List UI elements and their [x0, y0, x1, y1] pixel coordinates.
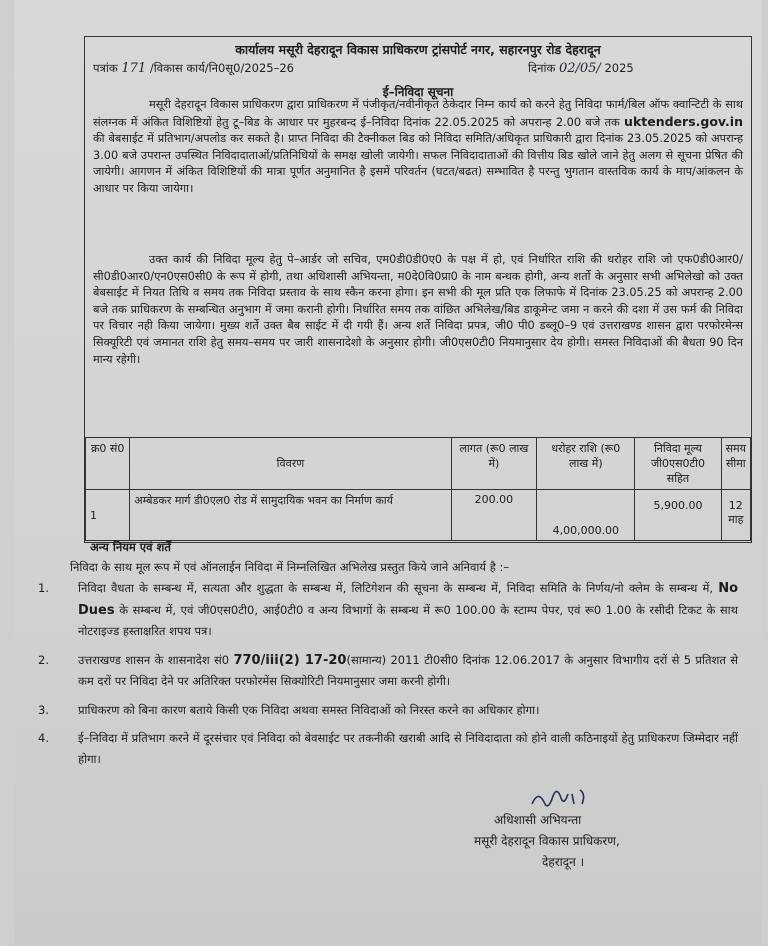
rules-heading: अन्य नियम एवं शर्ते [90, 540, 171, 554]
header-duration: समय सीमा [721, 438, 750, 490]
row-cost: 200.00 [451, 490, 537, 541]
notice-title: ई–निविदा सूचना [382, 85, 454, 99]
date-year: 2025 [604, 61, 634, 75]
rule-1-part-b: के सम्बन्ध में, एवं जी0एस0टी0, आई0टी0 व अन्य विभागों के सम्बन्ध में रू0 100.00 के स्टाम्प पेपर, एवं रू0 1.00 के रसीदी टिकट के साथ नोटराइज्ड हस्ताक्षरित शपथ पत्र। [78, 602, 738, 638]
header-deposit: धरोहर राशि (रू0 लाख में) [537, 438, 635, 490]
notice-paragraph-2 [93, 252, 743, 368]
rule-2-part-a: उत्तराखण्ड शासन के शासनादेश सं0 [78, 652, 230, 667]
ref-text: /विकास कार्य/नि0सू0/2025–26 [149, 61, 294, 75]
row-duration: 12 माह [721, 490, 750, 541]
table-header-row [86, 438, 751, 490]
para2-text: उक्त कार्य की निविदा मूल्य हेतु पे–आर्डर जो सचिव, एम0डी0डी0ए0 के पक्ष में हो, एवं निर्धारित राशि की धरोहर राशि जो एफ0डी0आर0/सी0डी0आर0/एन0एस0सी0 के रूप में होगी, तथा अधिशासी अभियन्ता, म0दे0वि0प्रा0 के नाम बन्धक होगी, अन्य शर्तो के अनुसार सभी अभिलेखो को उक्त बेबसाईट में नियत तिथि व समय तक निविदा प्रस्ताव के साथ स्कैन करना होगा। इन सभी की मूल प्रति एक लिफाफे में दिनांक 23.05.25 को अपरान्ह 2.00 बजे तक प्राधिकरण के सम्बन्धित अनुभाग में जमा करानी होगी। निर्धारित समय तक वांछित अभिलेख/बिड डाकूमेन्ट जमा न करने की दशा में उस फर्म की निविदा पर विचार नही किया जायेगा। मुख्य शर्ते उक्त बैब साईट में दी गयी हैं। अन्य शर्ते निविदा प्रपत्र, जी0 पी0 डब्लू0–9 एवं उत्तराखण्ड शासन द्वारा परफोरमेन्स सिक्यूरिटी एवं जमानत राशि हेतु समय–समय पर जारी शासनादेशो के अनुसार होगी। जी0एस0टी0 नियमानुसार देय होगी। समस्त निविदाओं की बैधता 90 दिन मान्य रहेगी। [93, 253, 743, 366]
tender-table [85, 437, 751, 541]
notice-sheet [14, 0, 762, 946]
rule-1-part-a: निविदा वैधता के सम्बन्ध में, सत्यता और शुद्धता के सम्बन्ध में, लिटिगेशन की सूचना के सम्बन्ध में, निविदा समिति के निर्णय/नो क्लेम के सम्बन्ध में, [78, 581, 714, 595]
rule-number: 2. [38, 652, 49, 667]
date-block [528, 61, 634, 76]
header-description: विवरण [130, 438, 451, 490]
notice-box [84, 36, 752, 543]
rules-intro: निविदा के साथ मूल रूप में एवं ऑनलाईन निविदा में निम्नलिखित अभिलेख प्रस्तुत किये जाने अनिवार्य है :– [70, 560, 510, 574]
date-label: दिनांक [528, 61, 556, 75]
rule-number: 3. [38, 702, 49, 717]
rule-item-2 [38, 650, 738, 692]
signature-block [474, 810, 734, 873]
header-tender-fee: निविदा मूल्य जी0एस0टी0 सहित [635, 438, 721, 490]
ref-number: 171 [121, 61, 147, 76]
table-row [86, 490, 751, 541]
rule-item-4 [38, 728, 738, 769]
signatory-place: देहरादून । [542, 855, 585, 869]
row-sno: 1 [86, 490, 130, 541]
row-description: अम्बेडकर मार्ग डी0एल0 रोड में सामुदायिक भवन का निर्माण कार्य [130, 490, 451, 541]
rules-list [38, 578, 738, 777]
rule-1-no-dues: No Dues [78, 581, 739, 618]
rule-4-text: ई–निविदा में प्रतिभाग करने में दूरसंचार एवं निविदा को बेवसाईट पर तकनीकी खराबी आदि से निविदादाता को होने वाली कठिनाइयों हेतु प्राधिकरण जिम्मेदार नहीं होगा। [78, 731, 738, 766]
rule-3-text: प्राधिकरण को बिना कारण बताये किसी एक निविदा अथवा समस्त निविदाओं को निरस्त करने का अधिकार होगा। [78, 702, 540, 717]
ref-label: पत्रांक [93, 61, 118, 75]
header-sno: क्र0 सं0 [86, 438, 130, 490]
notice-paragraph-1 [93, 97, 743, 198]
rule-number: 1. [38, 581, 49, 595]
row-deposit: 4,00,000.00 [537, 490, 635, 541]
signatory-office: मसूरी देहरादून विकास प्राधिकरण, [474, 834, 620, 848]
rule-item-1 [38, 578, 738, 642]
signatory-designation: अधिशासी अभियन्ता [494, 813, 582, 827]
rule-2-order-number: 770/iii(2) 17-20 [233, 652, 347, 668]
tender-website-url: uktenders.gov.in [624, 113, 743, 129]
para1-part-a: मसूरी देहरादून विकास प्राधिकरण द्वारा प्राधिकरण में पंजीकृत/नवीनीकृत ठेकेदार निम्न कार्य को करने हेतु निविदा फार्म/बिल ऑफ क्वान्टिटी के साथ संलग्नक में अंकित विशिष्टियों हेतु टू–बिड के आधार पर मुहरबन्द ई–निविदा दिनांक 22.05.2025 को अपरान्ह 2.00 बजे तक [93, 98, 743, 129]
row-tender-fee: 5,900.00 [635, 490, 721, 541]
para1-part-b: की बेबसाईट में प्रतिभाग/अपलोड कर सकते है। प्राप्त निविदा की टैक्नीकल बिड को निविदा समिति/अधिकृत प्राधिकारी द्वारा दिनांक 23.05.2025 को अपरान्ह 3.00 बजे उपरान्त उपस्थित निविदादाताओं/प्रतिनिधियों के समक्ष खोली जायेगी। सफल निविदादाताओं की वित्तीय बिड खोले जाने हेतु अलग से सूचना प्रेषित की जायेगी। आगणन में अंकित विशिष्टियों की मात्रा पूर्णत अनुमानित है इसमें परिवर्तन (घटत/बढत) सम्भावित है परन्तु भुगतान वास्तविक कार्य के माप/आंकलन के आधार पर किया जायेगा। [93, 132, 743, 195]
rule-item-3 [38, 700, 738, 721]
office-title: कार्यालय मसूरी देहरादून विकास प्राधिकरण ट्रांसपोर्ट नगर, सहारनपुर रोड देहरादून [235, 42, 601, 57]
reference-line [93, 61, 743, 76]
rule-number: 4. [38, 731, 49, 745]
rule-2-part-b: (सामान्य) 2011 टी0सी0 दिनांक 12.06.2017 के अनुसार विभागीय दरों से 5 प्रतिशत से कम दरों पर निविदा देने पर अतिरिक्त परफोरमेंस सिक्योरिटी नियमानुसार जमा करनी होगी। [78, 652, 738, 688]
date-handwritten: 02/05/ [558, 61, 601, 76]
header-cost: लागत (रू0 लाख में) [451, 438, 537, 490]
